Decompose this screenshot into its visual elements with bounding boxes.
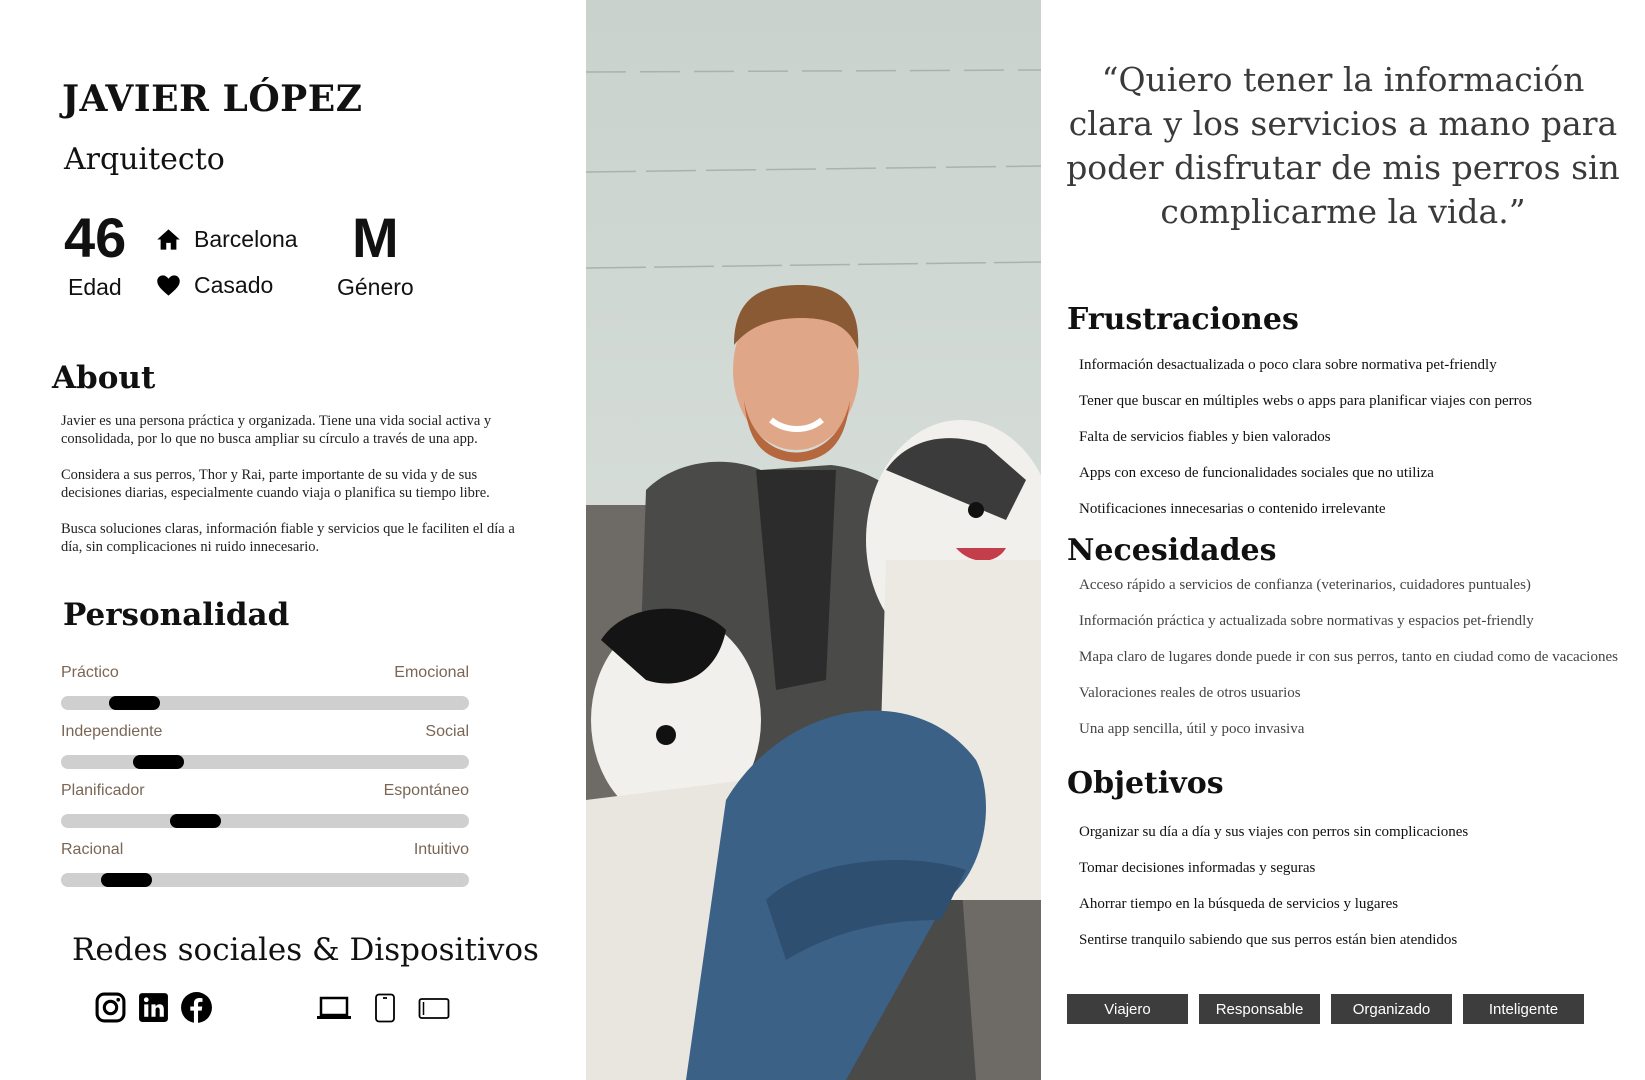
gender-label: Género bbox=[337, 274, 414, 300]
trait-track bbox=[61, 814, 469, 828]
about-title: About bbox=[52, 360, 156, 396]
persona-photo-image bbox=[586, 0, 1041, 1080]
status-row bbox=[155, 272, 273, 299]
right-panel bbox=[1041, 0, 1645, 1080]
trait-track bbox=[61, 696, 469, 710]
age-value: 46 bbox=[64, 206, 127, 269]
persona-quote: “Quiero tener la información clara y los servicios a mano para poder disfrutar de mis perros sin complicarme la vida.” bbox=[1066, 60, 1620, 231]
trait-left-label: Independiente bbox=[61, 723, 163, 740]
list-item: Valoraciones reales de otros usuarios bbox=[1079, 685, 1301, 701]
list-item: Mapa claro de lugares donde puede ir con sus perros, tanto en ciudad como de vacaciones bbox=[1079, 649, 1618, 665]
goals-list bbox=[1079, 823, 1619, 967]
trait-knob bbox=[101, 873, 152, 887]
persona-tags bbox=[1067, 994, 1584, 1024]
gender-value: M bbox=[352, 206, 399, 269]
frustrations-title: Frustraciones bbox=[1067, 302, 1299, 337]
trait-left-label: Racional bbox=[61, 841, 124, 858]
about-paragraph: Busca soluciones claras, información fiable y servicios que le faciliten el día a día, sin complicaciones ni ruido innecesario. bbox=[61, 521, 515, 555]
devices bbox=[316, 993, 450, 1023]
linkedin-icon[interactable] bbox=[137, 991, 170, 1024]
trait-knob bbox=[133, 755, 184, 769]
trait-slider bbox=[61, 723, 469, 769]
needs-title: Necesidades bbox=[1067, 533, 1277, 568]
social-title: Redes sociales & Dispositivos bbox=[72, 932, 539, 968]
tag-responsable: Responsable bbox=[1199, 994, 1320, 1024]
list-item: Sentirse tranquilo sabiendo que sus perros están bien atendidos bbox=[1079, 932, 1458, 948]
trait-slider bbox=[61, 782, 469, 828]
list-item: Falta de servicios fiables y bien valorados bbox=[1079, 429, 1331, 445]
laptop-icon bbox=[316, 994, 352, 1022]
about-text bbox=[61, 412, 536, 574]
trait-slider bbox=[61, 841, 469, 887]
trait-left-label: Práctico bbox=[61, 664, 119, 681]
trait-right-label: Espontáneo bbox=[383, 782, 469, 799]
trait-right-label: Intuitivo bbox=[413, 841, 469, 858]
list-item: Apps con exceso de funcionalidades sociales que no utiliza bbox=[1079, 465, 1434, 481]
goals-title: Objetivos bbox=[1067, 766, 1224, 801]
about-paragraph: Considera a sus perros, Thor y Rai, parte importante de su vida y de sus decisiones diarias, especialmente cuando viaja o planifica su tiempo libre. bbox=[61, 467, 490, 501]
age-label: Edad bbox=[68, 274, 122, 300]
list-item: Una app sencilla, útil y poco invasiva bbox=[1079, 721, 1305, 737]
trait-track bbox=[61, 873, 469, 887]
status-label: Casado bbox=[194, 272, 274, 298]
list-item: Tener que buscar en múltiples webs o apps para planificar viajes con perros bbox=[1079, 393, 1532, 409]
instagram-icon[interactable] bbox=[94, 991, 127, 1024]
social-networks bbox=[94, 991, 213, 1024]
frustrations-list bbox=[1079, 356, 1619, 536]
facebook-icon[interactable] bbox=[180, 991, 213, 1024]
trait-knob bbox=[109, 696, 160, 710]
persona-name: JAVIER LÓPEZ bbox=[62, 78, 363, 120]
tag-viajero: Viajero bbox=[1067, 994, 1188, 1024]
trait-slider bbox=[61, 664, 469, 710]
trait-left-label: Planificador bbox=[61, 782, 145, 799]
list-item: Organizar su día a día y sus viajes con perros sin complicaciones bbox=[1079, 824, 1469, 840]
list-item: Notificaciones innecesarias o contenido irrelevante bbox=[1079, 501, 1386, 517]
about-paragraph: Javier es una persona práctica y organizada. Tiene una vida social activa y consolidada, por lo que no busca ampliar su círculo a través de una app. bbox=[61, 413, 492, 447]
city-label: Barcelona bbox=[194, 226, 298, 252]
trait-track bbox=[61, 755, 469, 769]
left-panel bbox=[0, 0, 586, 1080]
city-row bbox=[155, 226, 298, 253]
list-item: Ahorrar tiempo en la búsqueda de servicios y lugares bbox=[1079, 896, 1399, 912]
persona-photo bbox=[586, 0, 1041, 1080]
trait-knob bbox=[170, 814, 221, 828]
personality-title: Personalidad bbox=[63, 597, 290, 633]
list-item: Acceso rápido a servicios de confianza (veterinarios, cuidadores puntuales) bbox=[1079, 577, 1531, 593]
list-item: Información desactualizada o poco clara sobre normativa pet-friendly bbox=[1079, 357, 1497, 373]
list-item: Tomar decisiones informadas y seguras bbox=[1079, 860, 1316, 876]
tag-inteligente: Inteligente bbox=[1463, 994, 1584, 1024]
trait-right-label: Emocional bbox=[394, 664, 469, 681]
heart-icon bbox=[155, 272, 182, 299]
persona-occupation: Arquitecto bbox=[64, 142, 225, 177]
tablet-icon bbox=[418, 996, 450, 1020]
home-icon bbox=[155, 226, 182, 253]
needs-list bbox=[1079, 576, 1619, 756]
phone-icon bbox=[374, 993, 396, 1023]
tag-organizado: Organizado bbox=[1331, 994, 1452, 1024]
list-item: Información práctica y actualizada sobre normativas y espacios pet-friendly bbox=[1079, 613, 1534, 629]
trait-right-label: Social bbox=[425, 723, 469, 740]
